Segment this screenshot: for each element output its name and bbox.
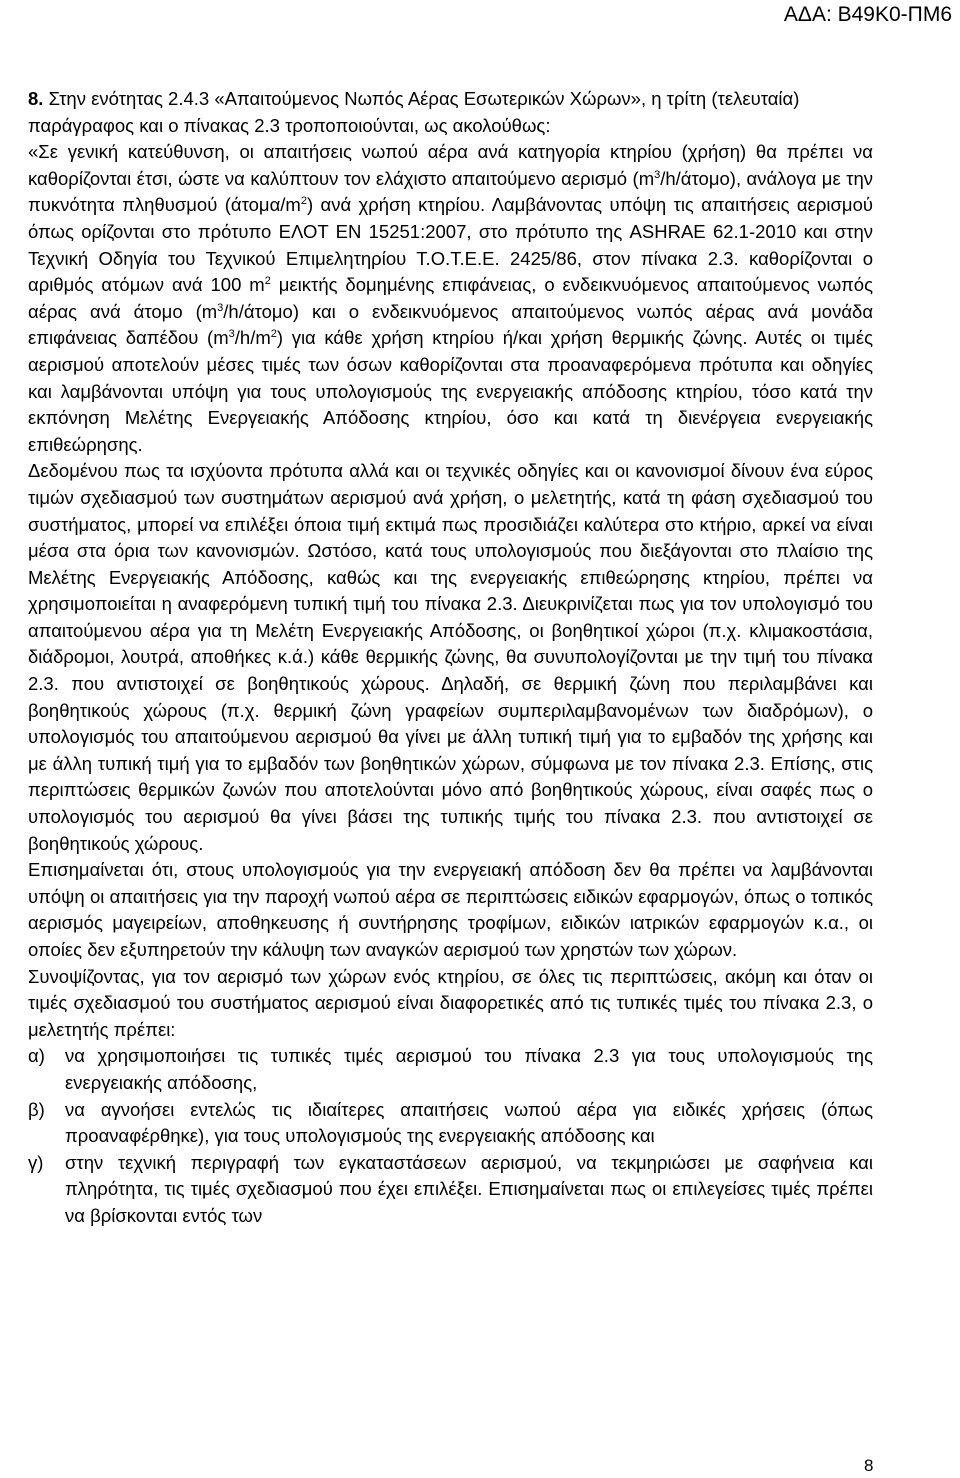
superscript: 3 <box>228 328 235 341</box>
list-marker: γ) <box>28 1151 44 1173</box>
list-marker: α) <box>28 1045 45 1067</box>
paragraph-1-part-f: /h/m <box>234 327 271 349</box>
ada-code: ΑΔΑ: Β49Κ0-ΠΜ6 <box>783 3 952 26</box>
paragraph-1-part-e: /h/άτομο) και ο ενδεικνυόμενος απαιτούμενος νωπός αέρας ανά μονάδα επιφάνειας δαπέδου (m <box>28 300 874 349</box>
section-heading <box>28 86 873 139</box>
superscript: 2 <box>300 195 307 208</box>
paragraph-4: Συνοψίζοντας, για τον αερισμό των χώρων ενός κτηρίου, σε όλες τις περιπτώσεις, ακόμη και όταν οι τιμές σχεδιασμού του συστήματος αερισμού είναι διαφορετικές από τις τυπικές τιμές του πίνακα 2.3, ο μελετητής πρέπει: <box>28 965 873 1040</box>
paragraph-2: Δεδομένου πως τα ισχύοντα πρότυπα αλλά και οι τεχνικές οδηγίες και οι κανονισμοί δίνουν ένα εύρος τιμών σχεδιασμού των συστημάτων αερισμού ανά χρήση, ο μελετητής, κατά τη φάση σχεδιασμού του συστήματος, μπορεί να επιλέξει όποια τιμή εκτιμά πως προσιδιάζει καλύτερα στο κτήριο, αρκεί να είναι μέσα στα όρια των κανονισμών. Ωστόσο, κατά τους υπολογισμούς που διεξάγονται στο πλαίσιο της Μελέτης Ενεργειακής Απόδοσης, καθώς και της ενεργειακής επιθεώρησης κτηρίου, πρέπει να χρησιμοποιείται η αναφερόμενη τυπική τιμή του πίνακα 2.3. Διευκρινίζεται πως για τον υπολογισμό του απαιτούμενου αέρα για τη Μελέτη Ενεργειακής Απόδοσης, οι βοηθητικοί χώροι (π.χ. κλιμακοστάσια, διάδρομοι, λουτρά, αποθήκες κ.ά.) κάθε θερμικής ζώνης, θα συνυπολογίζονται με την τιμή του πίνακα 2.3. που αντιστοιχεί σε βοηθητικούς χώρους. Δηλαδή, σε θερμική ζώνη που περιλαμβάνει και βοηθητικούς χώρους (π.χ. θερμική ζώνη γραφείων συμπεριλαμβανομένων των διαδρόμων), ο υπολογισμός του απαιτούμενου αερισμού θα γίνει με άλλη τυπική τιμή για το εμβαδόν της χρήσης και με άλλη τυπική τιμή για το εμβαδόν των βοηθητικών χώρων, σύμφωνα με τον πίνακα 2.3. Επίσης, στις περιπτώσεις θερμικών ζωνών που αποτελούνται μόνο από βοηθητικούς χώρους, είναι σαφές πως ο υπολογισμός του αερισμού θα γίνει βάσει της τυπικής τιμής του πίνακα 2.3. που αντιστοιχεί σε βοηθητικούς χώρους. <box>28 460 873 854</box>
paragraph-1-part-b: /h/άτομο), ανάλογα με την πυκνότητα πληθυσμού (άτομα/m <box>28 167 873 216</box>
superscript: 2 <box>264 275 271 288</box>
superscript: 3 <box>654 168 661 181</box>
paragraph-1-part-c: ) ανά χρήση κτηρίου. Λαμβάνοντας υπόψη τις απαιτήσεις αερισμού όπως ορίζονται στο πρότυπο ΕΛΟΤ ΕΝ 15251:2007, στο πρότυπο της ASHRAE 62.1-2010 και στην Τεχνική Οδηγία του Τεχνικού Επιμελητηρίου Τ.Ο.Τ.Ε.Ε. 2425/86, στον πίνακα 2.3. καθορίζονται ο αριθμός ατόμων ανά 100 m <box>28 194 873 296</box>
paragraph-1-part-d: μεικτής δομημένης επιφάνειας, ο ενδεικνυόμενος απαιτούμενος νωπός αέρας ανά άτομο (m <box>28 274 873 322</box>
paragraph-1-part-a: «Σε γενική κατεύθυνση, οι απαιτήσεις νωπού αέρα ανά κατηγορία κτηρίου (χρήση) θα πρέπει να καθορίζονται έτσι, ώστε να καλύπτουν τον ελάχιστο απαιτούμενο αερισμό (m <box>28 141 873 189</box>
page-number: 8 <box>864 1456 874 1475</box>
heading-number: 8. <box>28 88 44 109</box>
list-item <box>28 1097 873 1150</box>
list-item <box>28 1150 873 1230</box>
list-marker: β) <box>28 1098 45 1120</box>
requirements-list <box>28 1043 873 1229</box>
paragraph-3: Επισημαίνεται ότι, στους υπολογισμούς για την ενεργειακή απόδοση δεν θα πρέπει να λαμβάνονται υπόψη οι απαιτήσεις για την παροχή νωπού αέρα σε περιπτώσεις ειδικών εφαρμογών, όπως ο τοπικός αερισμός μαγειρείων, αποθηκευσης ή συντήρησης τροφίμων, ειδικών ιατρικών εφαρμογών κ.α., οι οποίες δεν εξυπηρετούν την κάλυψη των αναγκών αερισμού των χρηστών των χώρων. <box>28 859 873 960</box>
list-item-text: να χρησιμοποιήσει τις τυπικές τιμές αερισμού του πίνακα 2.3 για τους υπολογισμούς της ενεργειακής απόδοσης, <box>65 1045 873 1093</box>
document-body <box>28 86 873 1230</box>
superscript: 2 <box>270 328 277 341</box>
list-item <box>28 1043 873 1096</box>
paragraph-1-part-g: ) για κάθε χρήση κτηρίου ή/και χρήση θερμικής ζώνης. Αυτές οι τιμές αερισμού αποτελούν μέσες τιμές των όσων καθορίζονται στα προαναφερόμενα πρότυπα και οδηγίες και λαμβάνονται υπόψη για τους υπολογισμούς της ενεργειακής απόδοσης κτηρίου, τόσο κατά την εκπόνηση Μελέτης Ενεργειακής Απόδοσης κτηρίου, όσο και κατά τη διενέργεια ενεργειακής επιθεώρησης. <box>28 327 874 455</box>
superscript: 3 <box>217 301 224 314</box>
heading-text: Στην ενότητας 2.4.3 «Απαιτούμενος Νωπός Αέρας Εσωτερικών Χώρων», η τρίτη (τελευταία) παράγραφος και ο πίνακας 2.3 τροποποιούνται, ως ακολούθως: <box>28 88 800 136</box>
paragraph-1 <box>28 139 873 458</box>
list-item-text: να αγνοήσει εντελώς τις ιδιαίτερες απαιτήσεις νωπού αέρα για ειδικές χρήσεις (όπως προαναφέρθηκε), για τους υπολογισμούς της ενεργειακής απόδοσης και <box>65 1098 873 1147</box>
list-item-text: στην τεχνική περιγραφή των εγκαταστάσεων αερισμού, να τεκμηριώσει με σαφήνεια και πληρότητα, τις τιμές σχεδιασμού που έχει επιλέξει. Επισημαίνεται πως οι επιλεγείσες τιμές πρέπει να βρίσκονται εντός των <box>65 1151 873 1226</box>
